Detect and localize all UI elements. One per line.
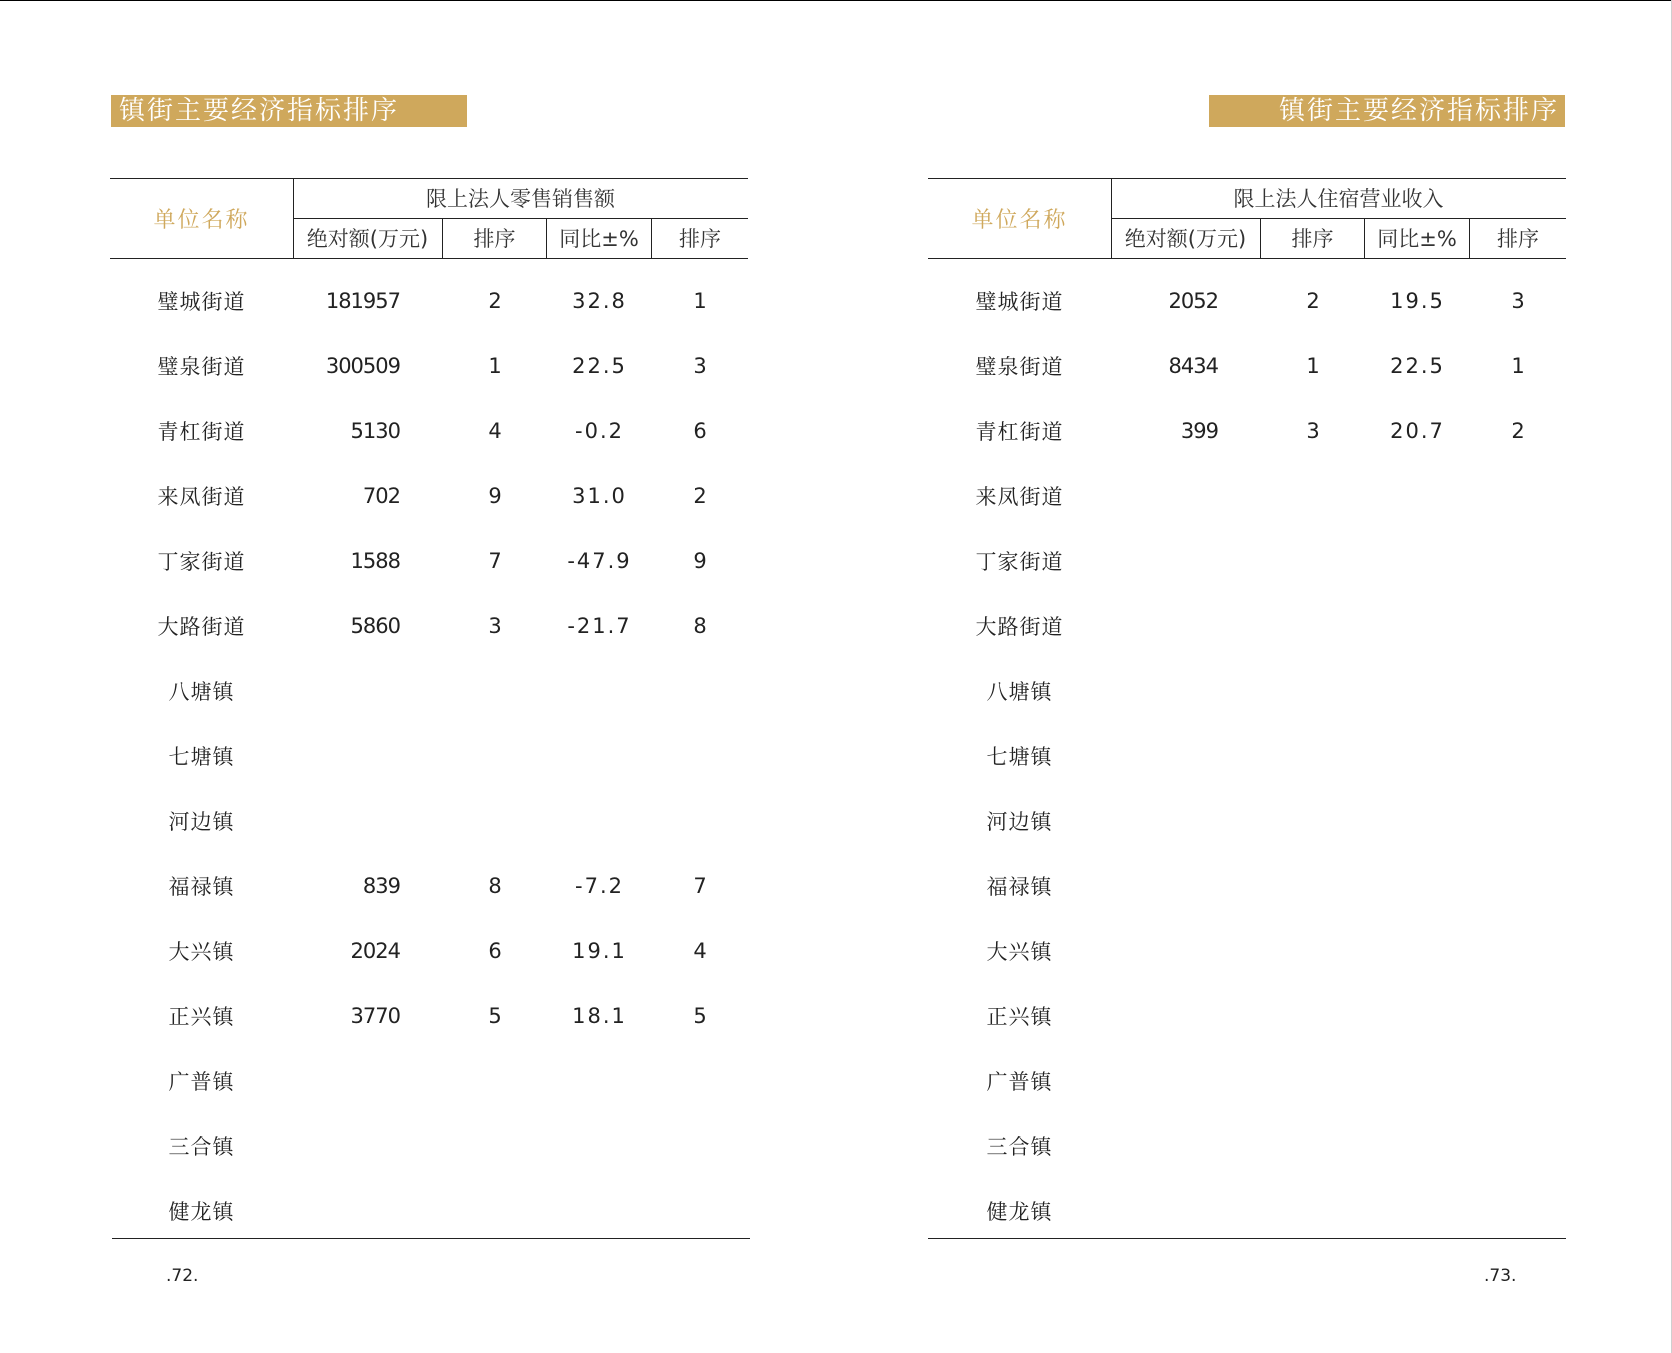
absolute-amount-cell: 8434 — [1168, 353, 1218, 378]
absolute-amount-cell: 1588 — [350, 548, 400, 573]
table-row — [928, 853, 1566, 918]
yoy-rank-cell — [1470, 983, 1566, 1048]
right-page-banner: 镇街主要经济指标排序 — [1209, 95, 1565, 127]
table-row — [928, 658, 1566, 723]
rank-cell — [1261, 788, 1365, 853]
rank-cell — [443, 1048, 547, 1113]
unit-name-cell: 丁家街道 — [157, 549, 246, 574]
rank-cell — [1261, 723, 1365, 788]
unit-name-cell: 八塘镇 — [168, 679, 235, 704]
table-row — [928, 463, 1566, 528]
unit-name-cell: 丁家街道 — [975, 549, 1064, 574]
rank-cell — [1261, 658, 1365, 723]
unit-name-cell: 广普镇 — [168, 1069, 235, 1094]
absolute-amount-cell — [1111, 1113, 1218, 1178]
unit-name-cell: 三合镇 — [168, 1134, 235, 1159]
table-row — [110, 268, 748, 333]
unit-name-cell: 大路街道 — [975, 614, 1064, 639]
table-row — [928, 1048, 1566, 1113]
unit-name-cell: 璧城街道 — [157, 289, 246, 314]
unit-name-header: 单位名称 — [971, 207, 1068, 233]
rank-cell — [1261, 1178, 1365, 1243]
rank-cell: 3 — [488, 613, 502, 638]
absolute-amount-cell — [1111, 853, 1218, 918]
yoy-rank-cell — [1470, 463, 1566, 528]
rank-cell: 3 — [1306, 418, 1320, 443]
yoy-rank-header: 排序 — [679, 227, 721, 251]
rank-cell: 8 — [488, 873, 502, 898]
unit-name-cell: 璧泉街道 — [975, 354, 1064, 379]
yoy-change-cell — [547, 658, 652, 723]
unit-name-header: 单位名称 — [153, 207, 250, 233]
absolute-amount-cell: 2024 — [350, 938, 400, 963]
unit-name-cell: 河边镇 — [986, 809, 1053, 834]
rank-cell: 7 — [488, 548, 502, 573]
table-row — [110, 853, 748, 918]
table-row — [110, 333, 748, 398]
yoy-change-header: 同比±% — [1377, 227, 1457, 251]
unit-name-cell: 大兴镇 — [986, 939, 1053, 964]
unit-name-cell: 璧泉街道 — [157, 354, 246, 379]
unit-name-cell: 健龙镇 — [986, 1199, 1053, 1224]
unit-name-cell: 璧城街道 — [975, 289, 1064, 314]
yoy-rank-cell: 5 — [693, 1003, 707, 1028]
yoy-rank-cell: 3 — [1511, 288, 1525, 313]
table-row — [928, 268, 1566, 333]
table-row — [928, 333, 1566, 398]
table-row — [110, 723, 748, 788]
absolute-amount-cell — [1111, 723, 1218, 788]
yoy-change-cell — [1365, 788, 1470, 853]
table-row — [928, 398, 1566, 463]
absolute-amount-header: 绝对额(万元) — [306, 227, 429, 251]
absolute-amount-cell — [1111, 1048, 1218, 1113]
rank-cell — [1261, 983, 1365, 1048]
yoy-change-cell: -0.2 — [575, 418, 624, 443]
unit-name-cell: 七塘镇 — [986, 744, 1053, 769]
page-number: .72. — [166, 1266, 199, 1286]
yoy-change-cell: -47.9 — [567, 548, 632, 573]
table-bottom-rule — [928, 1238, 1566, 1239]
rank-cell — [443, 1178, 547, 1243]
yoy-change-cell — [547, 788, 652, 853]
unit-name-cell: 正兴镇 — [986, 1004, 1053, 1029]
yoy-rank-cell: 8 — [693, 613, 707, 638]
yoy-change-cell — [1365, 983, 1470, 1048]
header-bottom-rule — [110, 258, 748, 259]
yoy-rank-cell — [1470, 788, 1566, 853]
accommodation-revenue-group-header: 限上法人住宿营业收入 — [1233, 187, 1444, 211]
unit-name-cell: 八塘镇 — [986, 679, 1053, 704]
table-row — [110, 983, 748, 1048]
absolute-amount-cell: 2052 — [1168, 288, 1218, 313]
yoy-change-cell — [1365, 723, 1470, 788]
table-row — [928, 593, 1566, 658]
table-row — [110, 463, 748, 528]
unit-name-cell: 福禄镇 — [986, 874, 1053, 899]
rank-cell: 2 — [1306, 288, 1320, 313]
page-number: .73. — [1484, 1266, 1517, 1286]
absolute-amount-cell — [293, 1113, 400, 1178]
absolute-amount-cell — [1111, 983, 1218, 1048]
yoy-rank-cell — [1470, 593, 1566, 658]
rank-cell: 1 — [488, 353, 502, 378]
absolute-amount-cell: 181957 — [325, 288, 400, 313]
unit-name-cell: 青杠街道 — [157, 419, 246, 444]
yoy-rank-cell: 7 — [693, 873, 707, 898]
rank-cell: 9 — [488, 483, 502, 508]
table-row — [928, 918, 1566, 983]
yoy-rank-cell — [652, 788, 748, 853]
yoy-rank-cell — [1470, 658, 1566, 723]
rank-cell — [1261, 463, 1365, 528]
left-page-banner: 镇街主要经济指标排序 — [111, 95, 467, 127]
table-row — [928, 723, 1566, 788]
absolute-amount-cell — [1111, 918, 1218, 983]
rank-cell — [1261, 593, 1365, 658]
absolute-amount-cell — [1111, 658, 1218, 723]
table-row — [110, 1113, 748, 1178]
rank-cell: 6 — [488, 938, 502, 963]
rank-cell — [1261, 853, 1365, 918]
unit-name-cell: 健龙镇 — [168, 1199, 235, 1224]
header-bottom-rule — [928, 258, 1566, 259]
table-row — [110, 658, 748, 723]
table-row — [110, 528, 748, 593]
table-row — [928, 1113, 1566, 1178]
yoy-rank-cell — [652, 658, 748, 723]
yoy-rank-cell — [652, 723, 748, 788]
yoy-change-cell: 19.5 — [1390, 288, 1445, 313]
yoy-rank-cell: 2 — [693, 483, 707, 508]
rank-cell: 2 — [488, 288, 502, 313]
rank-cell — [1261, 1113, 1365, 1178]
absolute-amount-cell — [1111, 593, 1218, 658]
absolute-amount-cell — [293, 723, 400, 788]
yoy-change-cell — [1365, 658, 1470, 723]
table-row — [928, 983, 1566, 1048]
yoy-change-cell — [1365, 1048, 1470, 1113]
yoy-change-cell — [1365, 853, 1470, 918]
rank-cell — [1261, 528, 1365, 593]
rank-header: 排序 — [473, 227, 516, 251]
absolute-amount-header: 绝对额(万元) — [1124, 227, 1247, 251]
absolute-amount-cell — [293, 658, 400, 723]
unit-name-cell: 七塘镇 — [168, 744, 235, 769]
absolute-amount-cell: 702 — [362, 483, 400, 508]
table-bottom-rule — [112, 1238, 750, 1239]
unit-name-cell: 来凤街道 — [157, 484, 246, 509]
yoy-change-cell: 22.5 — [572, 353, 627, 378]
table-row — [110, 918, 748, 983]
absolute-amount-cell: 5130 — [350, 418, 400, 443]
absolute-amount-cell — [1111, 528, 1218, 593]
yoy-rank-cell — [652, 1178, 748, 1243]
table-row — [110, 1048, 748, 1113]
yoy-change-cell: -21.7 — [567, 613, 632, 638]
unit-name-cell: 福禄镇 — [168, 874, 235, 899]
rank-cell — [443, 1113, 547, 1178]
absolute-amount-cell: 3770 — [350, 1003, 400, 1028]
yoy-rank-cell — [652, 1048, 748, 1113]
yoy-change-cell: 32.8 — [572, 288, 627, 313]
table-row — [110, 593, 748, 658]
table-row — [928, 788, 1566, 853]
yoy-change-cell: 18.1 — [572, 1003, 627, 1028]
yoy-rank-cell — [1470, 1113, 1566, 1178]
yoy-change-cell: 31.0 — [572, 483, 627, 508]
unit-name-cell: 正兴镇 — [168, 1004, 235, 1029]
absolute-amount-cell: 300509 — [325, 353, 400, 378]
rank-cell: 5 — [488, 1003, 502, 1028]
absolute-amount-cell — [1111, 788, 1218, 853]
rank-cell — [443, 788, 547, 853]
unit-name-cell: 青杠街道 — [975, 419, 1064, 444]
yoy-rank-cell — [1470, 1178, 1566, 1243]
yoy-change-cell — [1365, 528, 1470, 593]
yoy-rank-cell: 4 — [693, 938, 707, 963]
yoy-change-cell — [1365, 918, 1470, 983]
absolute-amount-cell: 839 — [362, 873, 400, 898]
unit-name-cell: 广普镇 — [986, 1069, 1053, 1094]
table-row — [928, 528, 1566, 593]
rank-cell: 1 — [1306, 353, 1320, 378]
yoy-rank-cell — [1470, 528, 1566, 593]
table-row — [928, 1178, 1566, 1243]
unit-name-cell: 来凤街道 — [975, 484, 1064, 509]
yoy-change-cell — [547, 1048, 652, 1113]
rank-cell — [443, 723, 547, 788]
retail-sales-group-header: 限上法人零售销售额 — [426, 187, 615, 211]
absolute-amount-cell — [293, 788, 400, 853]
yoy-rank-cell: 1 — [1511, 353, 1525, 378]
yoy-rank-cell — [652, 1113, 748, 1178]
yoy-rank-cell: 3 — [693, 353, 707, 378]
yoy-change-cell: 19.1 — [572, 938, 627, 963]
absolute-amount-cell: 5860 — [350, 613, 400, 638]
absolute-amount-cell — [1111, 1178, 1218, 1243]
absolute-amount-cell — [293, 1178, 400, 1243]
yoy-rank-cell: 2 — [1511, 418, 1525, 443]
yoy-rank-cell — [1470, 853, 1566, 918]
absolute-amount-cell — [1111, 463, 1218, 528]
top-border-line — [0, 0, 1672, 1]
yoy-rank-cell — [1470, 918, 1566, 983]
yoy-change-cell — [547, 1178, 652, 1243]
yoy-rank-cell: 9 — [693, 548, 707, 573]
yoy-rank-cell — [1470, 723, 1566, 788]
unit-name-cell: 大路街道 — [157, 614, 246, 639]
yoy-change-cell — [1365, 1178, 1470, 1243]
table-row — [110, 1178, 748, 1243]
unit-name-cell: 大兴镇 — [168, 939, 235, 964]
yoy-rank-cell: 1 — [693, 288, 707, 313]
absolute-amount-cell — [293, 1048, 400, 1113]
yoy-change-cell — [1365, 593, 1470, 658]
yoy-rank-cell — [1470, 1048, 1566, 1113]
table-row — [110, 788, 748, 853]
table-row — [110, 398, 748, 463]
rank-cell — [1261, 918, 1365, 983]
absolute-amount-cell: 399 — [1180, 418, 1218, 443]
yoy-rank-cell: 6 — [693, 418, 707, 443]
yoy-change-cell — [547, 1113, 652, 1178]
yoy-change-cell — [547, 723, 652, 788]
yoy-change-cell — [1365, 463, 1470, 528]
rank-cell — [1261, 1048, 1365, 1113]
rank-header: 排序 — [1291, 227, 1334, 251]
yoy-change-header: 同比±% — [559, 227, 639, 251]
yoy-change-cell: 20.7 — [1390, 418, 1445, 443]
rank-cell: 4 — [488, 418, 502, 443]
unit-name-cell: 河边镇 — [168, 809, 235, 834]
yoy-change-cell — [1365, 1113, 1470, 1178]
yoy-change-cell: 22.5 — [1390, 353, 1445, 378]
unit-name-cell: 三合镇 — [986, 1134, 1053, 1159]
rank-cell — [443, 658, 547, 723]
yoy-rank-header: 排序 — [1497, 227, 1539, 251]
yoy-change-cell: -7.2 — [575, 873, 624, 898]
